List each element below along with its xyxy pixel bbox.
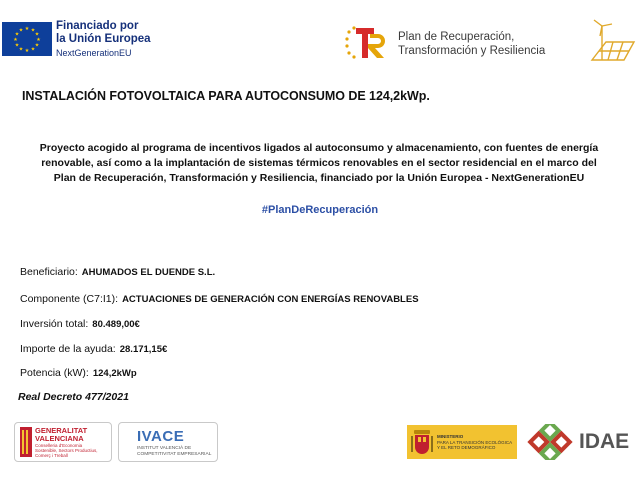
svg-text:★: ★ [34, 42, 40, 49]
eu-line3: NextGenerationEU [56, 48, 132, 58]
gv-line3: Conselleria d'Economia [35, 443, 83, 448]
ministerio-logo [407, 425, 517, 459]
svg-text:★: ★ [24, 26, 30, 32]
svg-text:★: ★ [24, 48, 30, 54]
importe-row [20, 343, 167, 355]
page-title: INSTALACIÓN FOTOVOLTAICA PARA AUTOCONSUMO DE 124,2kWp. [22, 89, 430, 103]
spain-coat-of-arms-icon [411, 428, 433, 456]
ministerio-line2: PARA LA TRANSICIÓN ECOLÓGICA [437, 439, 513, 445]
ivace-line2: COMPETITIVITAT EMPRESARIAL [137, 451, 212, 457]
importe-label: Importe de la ayuda: [20, 343, 116, 355]
description-line3: Plan de Recuperación, Transformación y Resiliencia, financiado por la Unión Europea - NextGenerationEU [53, 172, 585, 184]
prtr-logo-icon [344, 22, 390, 62]
svg-text:★: ★ [36, 37, 41, 43]
eu-flag-icon [2, 22, 52, 56]
componente-row [20, 293, 419, 305]
ivace-name: IVACE [137, 428, 185, 445]
beneficiario-label: Beneficiario: [20, 266, 78, 278]
svg-text:★: ★ [34, 31, 40, 38]
photovoltaic-windmill-icon [588, 16, 638, 66]
eu-line1: Financiado por [56, 20, 139, 32]
potencia-label: Potencia (kW): [20, 367, 89, 379]
inversion-value: 80.489,00€ [92, 319, 140, 330]
generalitat-logo [14, 422, 112, 462]
description-line1: Proyecto acogido al programa de incentivos ligados al autoconsumo y almacenamiento, con fuentes de energía [39, 142, 599, 154]
ivace-line1: INSTITUT VALENCIÀ DE [137, 446, 192, 451]
componente-value: ACTUACIONES DE GENERACIÓN CON ENERGÍAS RENOVABLES [122, 294, 419, 305]
svg-text:★: ★ [14, 42, 20, 49]
svg-text:★: ★ [18, 27, 24, 34]
eu-line2: la Unión Europea [56, 33, 151, 45]
real-decreto: Real Decreto 477/2021 [18, 391, 129, 403]
gv-line1: GENERALITAT [35, 426, 88, 435]
svg-text:★: ★ [18, 46, 24, 53]
gv-line2: VALENCIANA [35, 434, 84, 443]
idae-logo [527, 424, 637, 460]
hashtag: #PlanDeRecuperación [261, 204, 379, 216]
svg-text:★: ★ [30, 27, 36, 34]
ivace-logo [118, 422, 218, 462]
inversion-row [20, 318, 140, 330]
ministerio-line3: Y EL RETO DEMOGRÁFICO [437, 445, 496, 450]
prtr-line1: Plan de Recuperación, [398, 31, 515, 43]
gv-line4: Sostenible, Sectors Productius, [35, 448, 98, 453]
svg-text:★: ★ [13, 37, 18, 43]
potencia-row [20, 367, 137, 379]
componente-label: Componente (C7:I1): [20, 293, 119, 305]
idae-name: IDAE [579, 430, 630, 453]
idae-logo-icon [527, 424, 573, 460]
description-line2: renovable, así como a la implantación de sistemas térmicos renovables en el sector residencial en el marco del [41, 157, 597, 169]
importe-value: 28.171,15€ [119, 344, 168, 355]
svg-text:★: ★ [30, 46, 36, 53]
beneficiario-value: AHUMADOS EL DUENDE S.L. [81, 267, 216, 278]
potencia-value: 124,2kWp [92, 368, 137, 379]
eu-funding-text [56, 20, 206, 58]
svg-text:★: ★ [14, 31, 20, 38]
project-description [10, 141, 628, 186]
beneficiario-row [20, 266, 215, 278]
gv-line5: Comerç i Treball [35, 453, 68, 458]
inversion-label: Inversión total: [20, 318, 89, 330]
prtr-text [398, 30, 588, 58]
generalitat-logo-icon [20, 427, 32, 457]
prtr-line2: Transformación y Resiliencia [398, 45, 546, 57]
ministerio-line1: MINISTERIO [437, 434, 464, 439]
